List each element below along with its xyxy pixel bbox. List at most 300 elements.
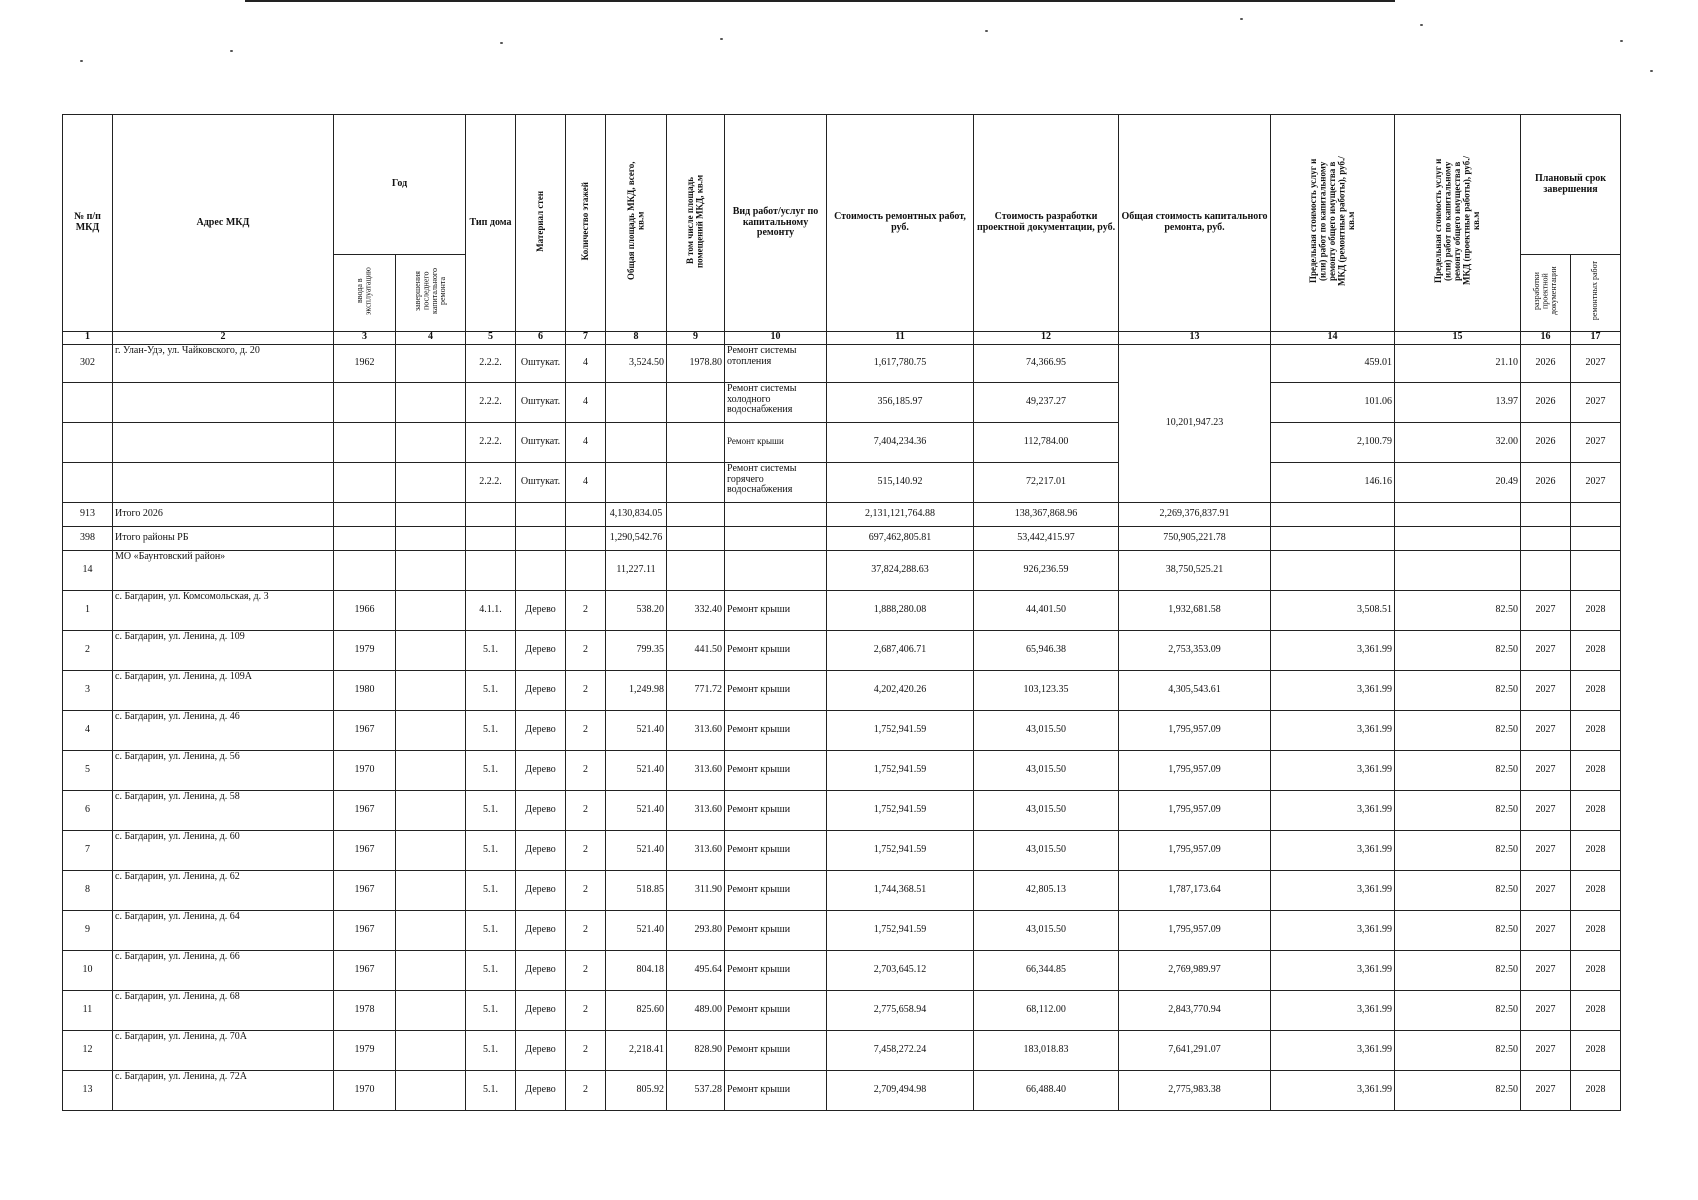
cell-type: 4.1.1. bbox=[466, 590, 516, 630]
cell-empty bbox=[396, 526, 466, 550]
cell-floors: 2 bbox=[566, 710, 606, 750]
cell-premises-area: 313.60 bbox=[667, 790, 725, 830]
cell-total-area: 1,290,542.76 bbox=[606, 526, 667, 550]
cell-empty bbox=[516, 502, 566, 526]
table-row bbox=[63, 710, 1621, 750]
scan-speck bbox=[80, 60, 83, 62]
cell-type: 5.1. bbox=[466, 990, 516, 1030]
cell-address: с. Багдарин, ул. Ленина, д. 66 bbox=[113, 950, 334, 990]
cell-empty bbox=[334, 462, 396, 502]
column-number-cell: 11 bbox=[827, 331, 974, 344]
cell-limit-design: 13.97 bbox=[1395, 382, 1521, 422]
column-number-row bbox=[63, 331, 1621, 344]
cell-limit-design: 82.50 bbox=[1395, 870, 1521, 910]
total-row bbox=[63, 502, 1621, 526]
header-total-cost: Общая стоимость капитального ремонта, руб. bbox=[1119, 115, 1271, 332]
cell-design-cost: 43,015.50 bbox=[974, 750, 1119, 790]
scan-speck bbox=[1420, 24, 1423, 26]
cell-repair-cost: 1,744,368.51 bbox=[827, 870, 974, 910]
header-repair-cost: Стоимость ремонтных работ, руб. bbox=[827, 115, 974, 332]
total-row bbox=[63, 526, 1621, 550]
cell-total-cost: 1,795,957.09 bbox=[1119, 830, 1271, 870]
cell-total-area: 4,130,834.05 bbox=[606, 502, 667, 526]
cell-floors: 2 bbox=[566, 950, 606, 990]
cell-year: 1967 bbox=[334, 870, 396, 910]
column-number-cell: 1 bbox=[63, 331, 113, 344]
cell-empty bbox=[334, 526, 396, 550]
cell-design-cost: 74,366.95 bbox=[974, 344, 1119, 382]
cell-limit-repair: 3,508.51 bbox=[1271, 590, 1395, 630]
cell-empty bbox=[566, 550, 606, 590]
cell-material: Дерево bbox=[516, 990, 566, 1030]
cell-type: 5.1. bbox=[466, 910, 516, 950]
cell-material: Дерево bbox=[516, 590, 566, 630]
cell-deadline-works: 2028 bbox=[1571, 750, 1621, 790]
header-premises-area-text: В том числе площадь помещений МКД, кв.м bbox=[685, 174, 705, 268]
cell-empty bbox=[667, 550, 725, 590]
table-row bbox=[63, 790, 1621, 830]
cell-address: с. Багдарин, ул. Комсомольская, д. 3 bbox=[113, 590, 334, 630]
cell-total-area: 521.40 bbox=[606, 910, 667, 950]
cell-deadline-design: 2026 bbox=[1521, 344, 1571, 382]
cell-total-area: 521.40 bbox=[606, 710, 667, 750]
cell-empty bbox=[1395, 502, 1521, 526]
cell-premises-area: 828.90 bbox=[667, 1030, 725, 1070]
cell-year: 1967 bbox=[334, 910, 396, 950]
cell-design-cost: 112,784.00 bbox=[974, 422, 1119, 462]
cell-work: Ремонт крыши bbox=[725, 710, 827, 750]
column-number-cell: 4 bbox=[396, 331, 466, 344]
cell-deadline-design: 2027 bbox=[1521, 1030, 1571, 1070]
cell-material: Дерево bbox=[516, 670, 566, 710]
cell-limit-repair: 3,361.99 bbox=[1271, 950, 1395, 990]
cell-empty bbox=[396, 950, 466, 990]
table-row bbox=[63, 990, 1621, 1030]
cell-premises-area: 313.60 bbox=[667, 750, 725, 790]
cell-empty bbox=[606, 382, 667, 422]
header-wall-material bbox=[516, 115, 566, 332]
cell-num: 302 bbox=[63, 344, 113, 382]
cell-deadline-design: 2027 bbox=[1521, 590, 1571, 630]
cell-deadline-works: 2027 bbox=[1571, 462, 1621, 502]
cell-deadline-design: 2027 bbox=[1521, 710, 1571, 750]
cell-repair-cost: 7,404,234.36 bbox=[827, 422, 974, 462]
cell-design-cost: 183,018.83 bbox=[974, 1030, 1119, 1070]
table-row bbox=[63, 1030, 1621, 1070]
header-house-type: Тип дома bbox=[466, 115, 516, 332]
cell-design-cost: 66,344.85 bbox=[974, 950, 1119, 990]
table-row bbox=[63, 950, 1621, 990]
table-row bbox=[63, 910, 1621, 950]
cell-num: 4 bbox=[63, 710, 113, 750]
cell-type: 5.1. bbox=[466, 750, 516, 790]
cell-premises-area: 332.40 bbox=[667, 590, 725, 630]
cell-total-area: 825.60 bbox=[606, 990, 667, 1030]
cell-total-cost: 1,795,957.09 bbox=[1119, 710, 1271, 750]
cell-work: Ремонт крыши bbox=[725, 830, 827, 870]
cell-limit-design: 82.50 bbox=[1395, 790, 1521, 830]
header-floors bbox=[566, 115, 606, 332]
cell-total-area: 3,524.50 bbox=[606, 344, 667, 382]
cell-total-cost: 38,750,525.21 bbox=[1119, 550, 1271, 590]
cell-address: с. Багдарин, ул. Ленина, д. 64 bbox=[113, 910, 334, 950]
cell-num: 1 bbox=[63, 590, 113, 630]
cell-total-area: 521.40 bbox=[606, 790, 667, 830]
cell-total-cost: 2,269,376,837.91 bbox=[1119, 502, 1271, 526]
cell-repair-cost: 515,140.92 bbox=[827, 462, 974, 502]
header-floors-text: Количество этажей bbox=[579, 181, 590, 261]
cell-empty bbox=[516, 526, 566, 550]
cell-empty bbox=[334, 502, 396, 526]
cell-year: 1979 bbox=[334, 630, 396, 670]
cell-limit-design: 82.50 bbox=[1395, 950, 1521, 990]
cell-deadline-works: 2028 bbox=[1571, 670, 1621, 710]
cell-num: 398 bbox=[63, 526, 113, 550]
cell-total-cost: 750,905,221.78 bbox=[1119, 526, 1271, 550]
cell-material: Дерево bbox=[516, 750, 566, 790]
header-total-area bbox=[606, 115, 667, 332]
header-design-cost: Стоимость разработки проектной документации, руб. bbox=[974, 115, 1119, 332]
header-limit-design bbox=[1395, 115, 1521, 332]
cell-empty bbox=[334, 422, 396, 462]
cell-empty bbox=[516, 550, 566, 590]
cell-year: 1970 bbox=[334, 1070, 396, 1110]
cell-deadline-design: 2027 bbox=[1521, 1070, 1571, 1110]
cell-design-cost: 43,015.50 bbox=[974, 830, 1119, 870]
cell-design-cost: 926,236.59 bbox=[974, 550, 1119, 590]
cell-deadline-works: 2028 bbox=[1571, 950, 1621, 990]
cell-deadline-design: 2027 bbox=[1521, 750, 1571, 790]
cell-limit-repair: 3,361.99 bbox=[1271, 630, 1395, 670]
cell-num: 6 bbox=[63, 790, 113, 830]
cell-empty bbox=[1521, 526, 1571, 550]
cell-type: 5.1. bbox=[466, 830, 516, 870]
cell-type: 2.2.2. bbox=[466, 462, 516, 502]
header-address: Адрес МКД bbox=[113, 115, 334, 332]
cell-limit-repair: 3,361.99 bbox=[1271, 870, 1395, 910]
cell-address: с. Багдарин, ул. Ленина, д. 68 bbox=[113, 990, 334, 1030]
cell-work: Ремонт крыши bbox=[725, 422, 827, 462]
cell-empty bbox=[63, 382, 113, 422]
cell-deadline-works: 2027 bbox=[1571, 382, 1621, 422]
cell-empty bbox=[667, 462, 725, 502]
cell-total-area: 804.18 bbox=[606, 950, 667, 990]
cell-deadline-design: 2026 bbox=[1521, 462, 1571, 502]
cell-floors: 2 bbox=[566, 1030, 606, 1070]
cell-year: 1980 bbox=[334, 670, 396, 710]
cell-deadline-works: 2028 bbox=[1571, 830, 1621, 870]
column-number-cell: 2 bbox=[113, 331, 334, 344]
cell-total-area: 518.85 bbox=[606, 870, 667, 910]
column-number-cell: 7 bbox=[566, 331, 606, 344]
cell-year: 1979 bbox=[334, 1030, 396, 1070]
header-total-area-text: Общая площадь МКД, всего, кв.м bbox=[625, 161, 646, 281]
column-number-cell: 13 bbox=[1119, 331, 1271, 344]
cell-deadline-works: 2028 bbox=[1571, 710, 1621, 750]
cell-work: Ремонт крыши bbox=[725, 790, 827, 830]
cell-floors: 4 bbox=[566, 462, 606, 502]
cell-year: 1967 bbox=[334, 950, 396, 990]
cell-deadline-design: 2026 bbox=[1521, 422, 1571, 462]
cell-premises-area: 537.28 bbox=[667, 1070, 725, 1110]
cell-total-area: 1,249.98 bbox=[606, 670, 667, 710]
cell-material: Дерево bbox=[516, 870, 566, 910]
cell-empty bbox=[396, 1030, 466, 1070]
cell-design-cost: 43,015.50 bbox=[974, 910, 1119, 950]
cell-empty bbox=[396, 990, 466, 1030]
cell-deadline-works: 2028 bbox=[1571, 910, 1621, 950]
cell-deadline-works: 2028 bbox=[1571, 870, 1621, 910]
cell-limit-design: 82.50 bbox=[1395, 590, 1521, 630]
header-year-commission bbox=[334, 255, 396, 332]
header-work-type: Вид работ/услуг по капитальному ремонту bbox=[725, 115, 827, 332]
cell-repair-cost: 1,888,280.08 bbox=[827, 590, 974, 630]
table-row bbox=[63, 830, 1621, 870]
cell-num: 2 bbox=[63, 630, 113, 670]
cell-type: 5.1. bbox=[466, 630, 516, 670]
cell-deadline-works: 2028 bbox=[1571, 790, 1621, 830]
cell-design-cost: 138,367,868.96 bbox=[974, 502, 1119, 526]
cell-empty bbox=[396, 910, 466, 950]
cell-address: с. Багдарин, ул. Ленина, д. 60 bbox=[113, 830, 334, 870]
cell-empty bbox=[1521, 550, 1571, 590]
cell-design-cost: 43,015.50 bbox=[974, 710, 1119, 750]
scan-speck bbox=[1620, 40, 1623, 42]
column-number-cell: 15 bbox=[1395, 331, 1521, 344]
cell-design-cost: 44,401.50 bbox=[974, 590, 1119, 630]
header-deadline-works-text: ремонтных работ bbox=[1590, 261, 1600, 321]
cell-total-cost: 2,843,770.94 bbox=[1119, 990, 1271, 1030]
cell-material: Дерево bbox=[516, 830, 566, 870]
cell-empty bbox=[466, 550, 516, 590]
cell-type: 5.1. bbox=[466, 1070, 516, 1110]
cell-design-cost: 68,112.00 bbox=[974, 990, 1119, 1030]
cell-total-label: МО «Баунтовский район» bbox=[113, 550, 334, 590]
header-deadline-works bbox=[1571, 255, 1621, 332]
cell-address: с. Багдарин, ул. Ленина, д. 109А bbox=[113, 670, 334, 710]
header-year-last-repair-text: завершения последнего капитального ремонта bbox=[412, 268, 447, 314]
cell-address: с. Багдарин, ул. Ленина, д. 46 bbox=[113, 710, 334, 750]
cell-empty bbox=[396, 670, 466, 710]
scan-speck bbox=[500, 42, 503, 44]
cell-premises-area: 441.50 bbox=[667, 630, 725, 670]
scan-speck bbox=[985, 30, 988, 32]
scan-speck bbox=[1240, 18, 1243, 20]
cell-design-cost: 53,442,415.97 bbox=[974, 526, 1119, 550]
cell-year: 1967 bbox=[334, 830, 396, 870]
header-year-last-repair bbox=[396, 255, 466, 332]
header-year-commission-text: ввода в эксплуатацию bbox=[355, 267, 373, 315]
cell-work: Ремонт крыши bbox=[725, 910, 827, 950]
cell-num: 9 bbox=[63, 910, 113, 950]
cell-year: 1970 bbox=[334, 750, 396, 790]
cell-empty bbox=[396, 344, 466, 382]
cell-address: с. Багдарин, ул. Ленина, д. 72А bbox=[113, 1070, 334, 1110]
cell-empty bbox=[396, 830, 466, 870]
cell-deadline-design: 2027 bbox=[1521, 670, 1571, 710]
total-row bbox=[63, 550, 1621, 590]
cell-total-cost: 2,775,983.38 bbox=[1119, 1070, 1271, 1110]
cell-empty bbox=[63, 462, 113, 502]
cell-limit-design: 21.10 bbox=[1395, 344, 1521, 382]
cell-work: Ремонт крыши bbox=[725, 670, 827, 710]
cell-empty bbox=[396, 870, 466, 910]
cell-total-area: 538.20 bbox=[606, 590, 667, 630]
cell-material: Дерево bbox=[516, 1070, 566, 1110]
scan-speck bbox=[230, 50, 233, 52]
cell-total-cost: 1,795,957.09 bbox=[1119, 910, 1271, 950]
cell-repair-cost: 356,185.97 bbox=[827, 382, 974, 422]
cell-deadline-design: 2027 bbox=[1521, 990, 1571, 1030]
cell-deadline-works: 2028 bbox=[1571, 1030, 1621, 1070]
cell-num: 3 bbox=[63, 670, 113, 710]
header-deadline-design bbox=[1521, 255, 1571, 332]
cell-empty bbox=[63, 422, 113, 462]
cell-floors: 2 bbox=[566, 790, 606, 830]
cell-limit-design: 82.50 bbox=[1395, 670, 1521, 710]
cell-floors: 4 bbox=[566, 344, 606, 382]
cell-limit-repair: 3,361.99 bbox=[1271, 1030, 1395, 1070]
cell-empty bbox=[1571, 526, 1621, 550]
cell-empty bbox=[113, 462, 334, 502]
cell-empty bbox=[1271, 526, 1395, 550]
cell-repair-cost: 1,752,941.59 bbox=[827, 910, 974, 950]
scan-speck bbox=[1650, 70, 1653, 72]
cell-limit-repair: 3,361.99 bbox=[1271, 750, 1395, 790]
cell-design-cost: 43,015.50 bbox=[974, 790, 1119, 830]
cell-repair-cost: 2,775,658.94 bbox=[827, 990, 974, 1030]
cell-work: Ремонт системы холодного водоснабжения bbox=[725, 382, 827, 422]
cell-limit-design: 82.50 bbox=[1395, 750, 1521, 790]
header-premises-area bbox=[667, 115, 725, 332]
cell-empty bbox=[396, 710, 466, 750]
cell-total-area: 521.40 bbox=[606, 830, 667, 870]
cell-limit-design: 82.50 bbox=[1395, 910, 1521, 950]
cell-limit-design: 82.50 bbox=[1395, 1030, 1521, 1070]
cell-address: с. Багдарин, ул. Ленина, д. 58 bbox=[113, 790, 334, 830]
table-row bbox=[63, 462, 1621, 502]
cell-empty bbox=[113, 382, 334, 422]
cell-material: Дерево bbox=[516, 1030, 566, 1070]
cell-deadline-design: 2026 bbox=[1521, 382, 1571, 422]
cell-type: 5.1. bbox=[466, 1030, 516, 1070]
cell-num: 13 bbox=[63, 1070, 113, 1110]
column-number-cell: 8 bbox=[606, 331, 667, 344]
header-year: Год bbox=[334, 115, 466, 255]
cell-empty bbox=[1395, 526, 1521, 550]
cell-empty bbox=[396, 750, 466, 790]
cell-total-area: 521.40 bbox=[606, 750, 667, 790]
cell-limit-repair: 459.01 bbox=[1271, 344, 1395, 382]
cell-num: 8 bbox=[63, 870, 113, 910]
cell-floors: 2 bbox=[566, 750, 606, 790]
cell-num: 913 bbox=[63, 502, 113, 526]
cell-type: 2.2.2. bbox=[466, 344, 516, 382]
cell-empty bbox=[396, 630, 466, 670]
cell-floors: 2 bbox=[566, 590, 606, 630]
cell-empty bbox=[1521, 502, 1571, 526]
cell-design-cost: 66,488.40 bbox=[974, 1070, 1119, 1110]
cell-type: 5.1. bbox=[466, 670, 516, 710]
cell-limit-repair: 3,361.99 bbox=[1271, 990, 1395, 1030]
cell-floors: 2 bbox=[566, 1070, 606, 1110]
cell-type: 2.2.2. bbox=[466, 382, 516, 422]
cell-repair-cost: 4,202,420.26 bbox=[827, 670, 974, 710]
column-number-cell: 12 bbox=[974, 331, 1119, 344]
cell-deadline-design: 2027 bbox=[1521, 830, 1571, 870]
cell-total-cost: 10,201,947.23 bbox=[1119, 344, 1271, 502]
cell-premises-area: 311.90 bbox=[667, 870, 725, 910]
cell-empty bbox=[334, 382, 396, 422]
column-number-cell: 10 bbox=[725, 331, 827, 344]
cell-empty bbox=[667, 502, 725, 526]
cell-limit-repair: 2,100.79 bbox=[1271, 422, 1395, 462]
table-row bbox=[63, 750, 1621, 790]
cell-empty bbox=[396, 1070, 466, 1110]
header-deadline: Плановый срок завершения bbox=[1521, 115, 1621, 255]
cell-address: с. Багдарин, ул. Ленина, д. 70А bbox=[113, 1030, 334, 1070]
column-number-cell: 17 bbox=[1571, 331, 1621, 344]
cell-deadline-design: 2027 bbox=[1521, 950, 1571, 990]
header-limit-design-text: Предельная стоимость услуг и (или) работ по капитальному ремонту общего имущества в МКД (проектные работы), руб./кв.м bbox=[1432, 156, 1481, 286]
cell-limit-repair: 3,361.99 bbox=[1271, 710, 1395, 750]
column-number-cell: 9 bbox=[667, 331, 725, 344]
cell-floors: 4 bbox=[566, 382, 606, 422]
cell-floors: 2 bbox=[566, 630, 606, 670]
cell-empty bbox=[396, 550, 466, 590]
cell-repair-cost: 2,709,494.98 bbox=[827, 1070, 974, 1110]
header-wall-material-text: Материал стен bbox=[534, 190, 545, 252]
cell-total-area: 11,227.11 bbox=[606, 550, 667, 590]
cell-total-label: Итого районы РБ bbox=[113, 526, 334, 550]
cell-repair-cost: 7,458,272.24 bbox=[827, 1030, 974, 1070]
cell-repair-cost: 1,752,941.59 bbox=[827, 790, 974, 830]
cell-repair-cost: 2,703,645.12 bbox=[827, 950, 974, 990]
cell-premises-area: 495.64 bbox=[667, 950, 725, 990]
cell-empty bbox=[606, 422, 667, 462]
cell-deadline-works: 2028 bbox=[1571, 990, 1621, 1030]
cell-limit-design: 82.50 bbox=[1395, 710, 1521, 750]
cell-total-cost: 2,769,989.97 bbox=[1119, 950, 1271, 990]
cell-design-cost: 103,123.35 bbox=[974, 670, 1119, 710]
cell-work: Ремонт крыши bbox=[725, 950, 827, 990]
cell-material: Оштукат. bbox=[516, 382, 566, 422]
cell-address: с. Багдарин, ул. Ленина, д. 56 bbox=[113, 750, 334, 790]
cell-empty bbox=[566, 502, 606, 526]
table-row bbox=[63, 590, 1621, 630]
cell-address: с. Багдарин, ул. Ленина, д. 109 bbox=[113, 630, 334, 670]
cell-empty bbox=[667, 422, 725, 462]
cell-empty bbox=[606, 462, 667, 502]
column-number-cell: 14 bbox=[1271, 331, 1395, 344]
cell-total-area: 799.35 bbox=[606, 630, 667, 670]
cell-year: 1962 bbox=[334, 344, 396, 382]
cell-repair-cost: 1,752,941.59 bbox=[827, 750, 974, 790]
cell-empty bbox=[334, 550, 396, 590]
cell-repair-cost: 1,752,941.59 bbox=[827, 830, 974, 870]
cell-type: 5.1. bbox=[466, 950, 516, 990]
cell-year: 1967 bbox=[334, 710, 396, 750]
cell-type: 5.1. bbox=[466, 790, 516, 830]
column-number-cell: 3 bbox=[334, 331, 396, 344]
cell-total-cost: 1,932,681.58 bbox=[1119, 590, 1271, 630]
cell-limit-design: 82.50 bbox=[1395, 1070, 1521, 1110]
cell-deadline-design: 2027 bbox=[1521, 870, 1571, 910]
cell-premises-area: 313.60 bbox=[667, 710, 725, 750]
cell-limit-design: 82.50 bbox=[1395, 830, 1521, 870]
cell-address: с. Багдарин, ул. Ленина, д. 62 bbox=[113, 870, 334, 910]
cell-num: 7 bbox=[63, 830, 113, 870]
